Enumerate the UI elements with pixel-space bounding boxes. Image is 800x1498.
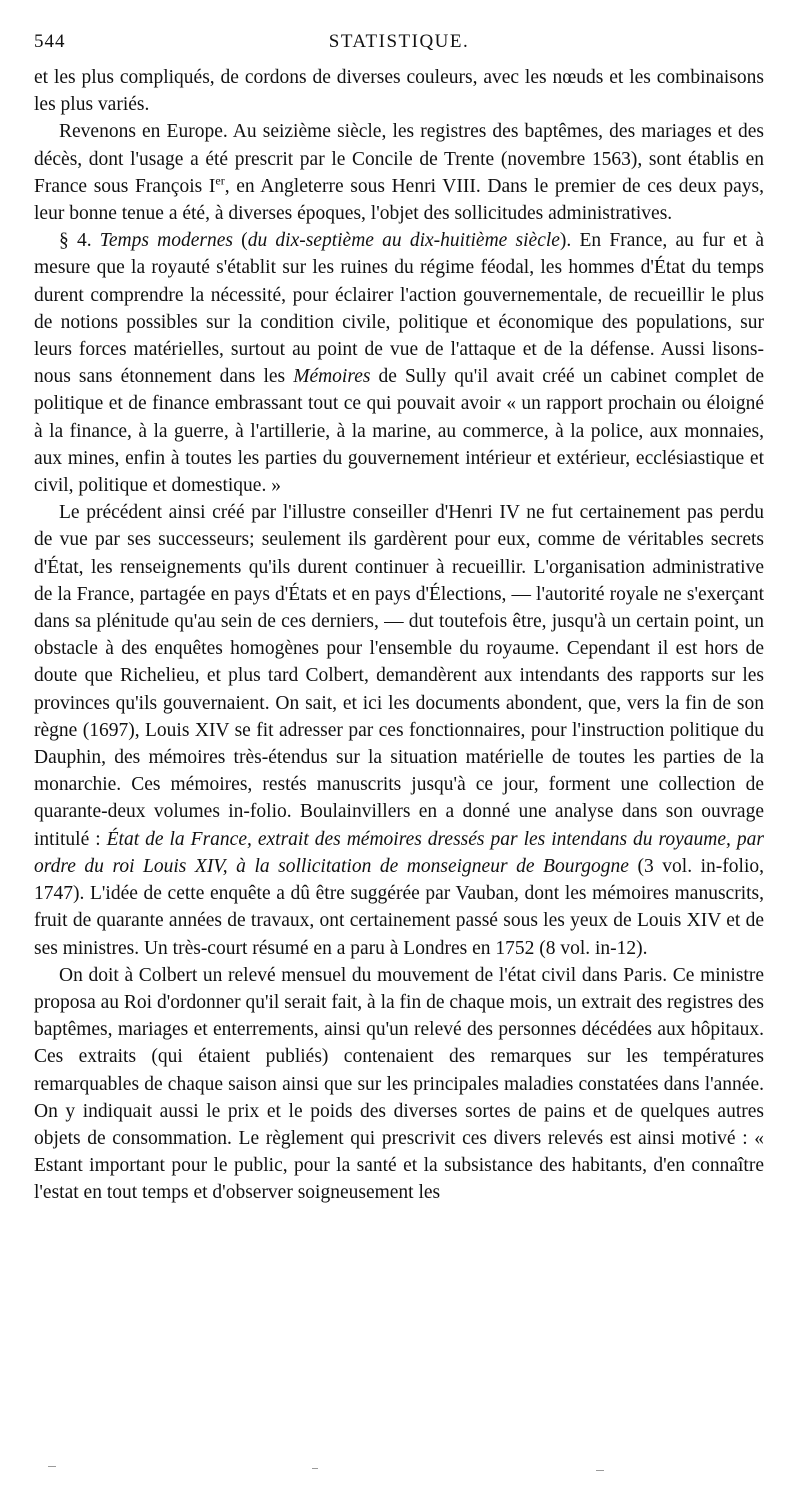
text-run: On doit à Colbert un relevé mensuel du mouvement de l'état civil dans Paris. Ce ministre proposa au Roi d'ordonner qu'il serait fait, à la fin de chaque mois, un extrait des registres des baptêmes, mariages et enterrements, ainsi qu'un relevé des personnes décédées aux hôpitaux. Ces extraits (qui étaient publiés) contenaient des remarques sur les températures remarquables de chaque saison ainsi que sur les principales maladies constatées dans l'année. On y indiquait aussi le prix et le poids des diverses sortes de pains et de quelques autres objets de consommation. Le règlement qui prescrivit ces divers relevés est ainsi motivé : « Estant important pour le public, pour la santé et la subsistance des habitants, d'en connaître l'estat en tout temps et d'observer soigneusement les — [34, 964, 764, 1204]
paragraph — [34, 118, 764, 227]
text-run: Le précédent ainsi créé par l'illustre conseiller d'Henri IV ne fut certainement pas perdu de vue par ses successeurs; seulement ils gardèrent pour eux, comme de véritables secrets d'État, les renseignements qu'ils durent continuer à recueillir. L'organisation administrative de la France, partagée en pays d'États et en pays d'Élections, — l'autorité royale ne s'exerçant dans sa plénitude qu'au sein de ces derniers, — dut toutefois être, jusqu'à un certain point, un obstacle à des enquêtes homogènes pour l'ensemble du royaume. Cependant il est hors de doute que Richelieu, et plus tard Colbert, demandèrent aux intendants des rapports sur les provinces qu'ils gouvernaient. On sait, et ici les documents abondent, que, vers la fin de son règne (1697), Louis XIV se fit adresser par ces fonctionnaires, pour l'instruction politique du Dauphin, des mémoires très-étendus sur la situation matérielle de toutes les parties de la monarchie. Ces mémoires, restés manuscrits jusqu'à ce jour, forment une collection de quarante-deux volumes in-folio. Boulainvillers en a donné une analyse dans son ouvrage intitulé : — [34, 502, 764, 850]
page-number: 544 — [34, 31, 66, 52]
text-run: § 4. — [59, 230, 100, 252]
scan-artifact — [312, 1468, 318, 1469]
italic-text: Mémoires — [293, 366, 371, 388]
italic-text: du dix-septième au dix-huitième siècle — [247, 230, 560, 252]
running-title: STATISTIQUE. — [328, 31, 470, 52]
paragraph — [34, 499, 764, 961]
text-run: ( — [232, 230, 248, 252]
text-run: de Sully qu'il avait créé un cabinet complet de politique et de finance embrassant tout ce qui pouvait avoir « un rapport prochain ou éloigné à la finance, à la guerre, à l'artillerie, à la marine, au commerce, à la police, aux monnaies, aux mines, enfin à toutes les parties du gouvernement intérieur et extérieur, ecclésiastique et civil, politique et domestique. » — [34, 366, 764, 497]
paragraph — [34, 227, 764, 499]
scan-artifact — [596, 1470, 604, 1471]
document-page — [34, 28, 764, 1207]
italic-text: État de la France, extrait des mémoires dressés par les intendans du royaume, par ordre du roi Louis XIV, à la sollicitation de monseigneur de Bourgogne — [34, 828, 764, 877]
text-run: Revenons en Europe. Au seizième siècle, les registres des baptêmes, des mariages et des décès, dont l'usage a été prescrit par le Concile de Trente (novembre 1563), sont établis en France sous François I — [34, 121, 764, 197]
text-run: , en Angleterre sous Henri VIII. Dans le premier de ces deux pays, leur bonne tenue a été, à diverses époques, l'objet des sollicitudes administratives. — [34, 175, 764, 225]
text-run: ). En France, au fur et à mesure que la royauté s'établit sur les ruines du régime féodal, les hommes d'État du temps durent comprendre la nécessité, pour éclairer l'action gouvernementale, de recueillir le plus de notions possibles sur la condition civile, politique et économique des populations, sur leurs forces matérielles, surtout au point de vue de l'attaque et de la défense. Aussi lisons-nous sans étonnement dans les — [34, 230, 765, 388]
page-header — [34, 28, 764, 56]
text-run: et les plus compliqués, de cordons de diverses couleurs, avec les nœuds et les combinaisons les plus variés. — [34, 67, 764, 116]
paragraph — [34, 64, 764, 118]
italic-text: Temps modernes — [99, 230, 233, 252]
body-text — [34, 64, 764, 1207]
paragraph — [34, 962, 764, 1207]
superscript: er — [215, 173, 225, 188]
text-run: (3 vol. in-folio, 1747). L'idée de cette enquête a dû être suggérée par Vauban, dont les mémoires manuscrits, fruit de quarante années de travaux, ont certainement passé sous les yeux de Louis XIV et de ses ministres. Un très-court résumé en a paru à Londres en 1752 (8 vol. in-12). — [34, 855, 764, 959]
scan-artifact — [48, 1466, 56, 1467]
